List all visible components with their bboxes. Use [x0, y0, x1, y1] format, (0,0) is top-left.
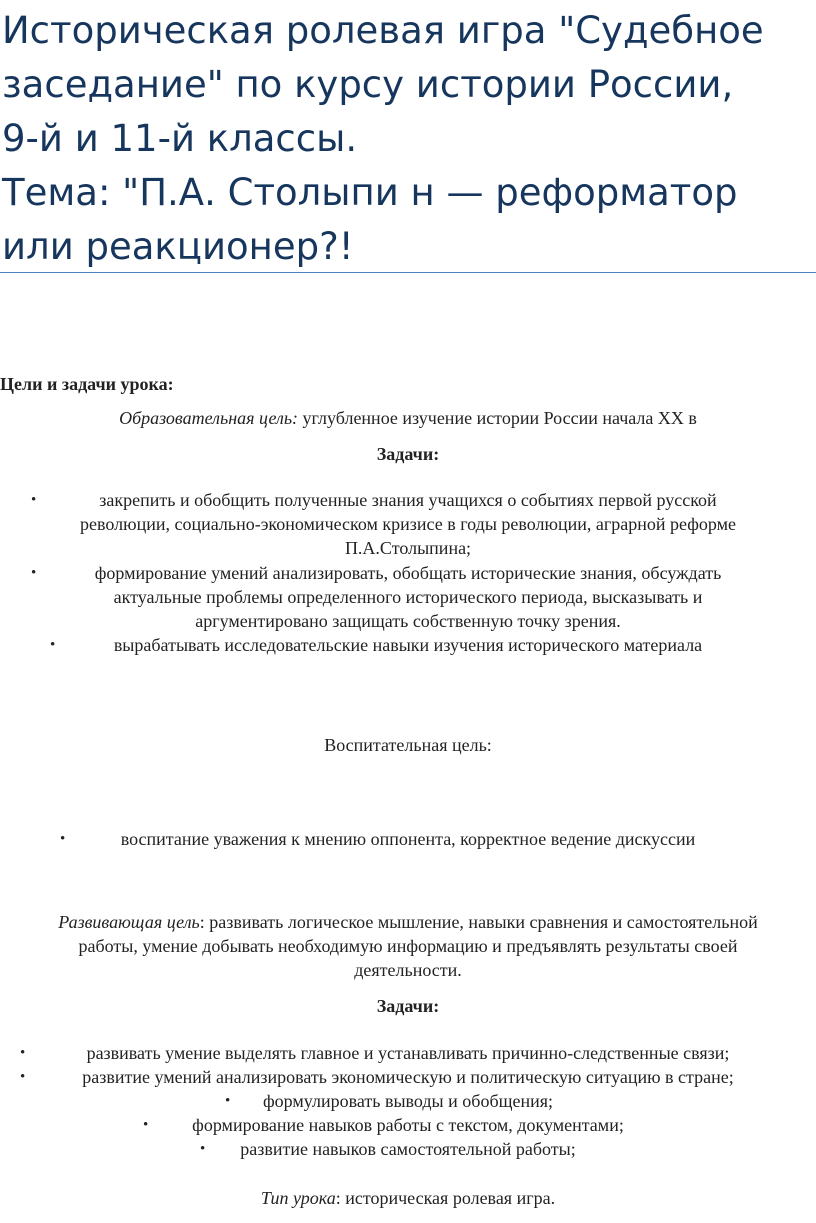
title-line: Историческая ролевая игра "Судебное [2, 9, 764, 52]
list-item-line: аргументировано защищать собственную точку зрения. [195, 611, 621, 631]
document-title [2, 4, 814, 274]
developmental-goal-label: Развивающая цель [58, 912, 200, 932]
developmental-goal [0, 911, 816, 934]
title-line: Тема: "П.А. Столыпи н — реформатор [2, 171, 738, 214]
title-line: 9-й и 11-й классы. [2, 117, 358, 160]
educational-goal [0, 407, 816, 430]
educational-goal-text: углубленное изучение истории России начала XX в [298, 408, 697, 428]
list-item-line: формирование умений анализировать, обобщать исторические знания, обсуждать [94, 563, 722, 583]
upbringing-goal-label: Воспитательная цель: [324, 735, 492, 755]
list-item-line: вырабатывать исследовательские навыки изучения исторического материала [113, 635, 703, 655]
tasks-heading-1: Задачи: [376, 444, 440, 464]
bullet-icon: • [31, 565, 37, 581]
bullet-icon: • [60, 831, 66, 847]
lesson-type [0, 1187, 816, 1210]
title-line: или реакционер?! [2, 225, 354, 268]
educational-goal-label: Образовательная цель: [119, 408, 299, 428]
bullet-icon: • [200, 1141, 206, 1157]
title-divider [0, 272, 816, 273]
developmental-goal-line: работы, умение добывать необходимую информацию и предъявлять результаты своей [78, 936, 738, 956]
list-item: воспитание уважения к мнению оппонента, корректное ведение дискуссии [120, 829, 696, 849]
lesson-type-text: : историческая ролевая игра. [335, 1188, 556, 1208]
bullet-icon: • [31, 492, 37, 508]
list-item: развитие умений анализировать экономическую и политическую ситуацию в стране; [82, 1067, 734, 1087]
bullet-icon: • [143, 1117, 149, 1133]
list-item: формулировать выводы и обобщения; [262, 1091, 553, 1111]
title-line: заседание" по курсу истории России, [2, 63, 734, 106]
bullet-icon: • [20, 1045, 26, 1061]
bullet-icon: • [20, 1069, 26, 1085]
lesson-type-label: Тип урока [260, 1188, 336, 1208]
list-item: развивать умение выделять главное и устанавливать причинно-следственные связи; [86, 1043, 730, 1063]
list-item: формирование навыков работы с текстом, документами; [192, 1115, 624, 1135]
list-item: развитие навыков самостоятельной работы; [240, 1139, 576, 1159]
tasks-heading-2: Задачи: [376, 996, 440, 1016]
bullet-icon: • [225, 1093, 231, 1109]
list-item-line: революции, социально-экономическом кризисе в годы революции, аграрной реформе [80, 514, 736, 534]
list-item-line: закрепить и обобщить полученные знания учащихся о событиях первой русской [99, 490, 717, 510]
list-item-line: актуальные проблемы определенного исторического периода, высказывать и [113, 587, 703, 607]
developmental-goal-line: деятельности. [354, 960, 462, 980]
developmental-goal-text: : развивать логическое мышление, навыки сравнения и самостоятельной [199, 912, 758, 932]
list-item-line: П.А.Столыпина; [344, 538, 472, 558]
goals-heading: Цели и задачи урока: [0, 374, 174, 394]
bullet-icon: • [50, 637, 56, 653]
